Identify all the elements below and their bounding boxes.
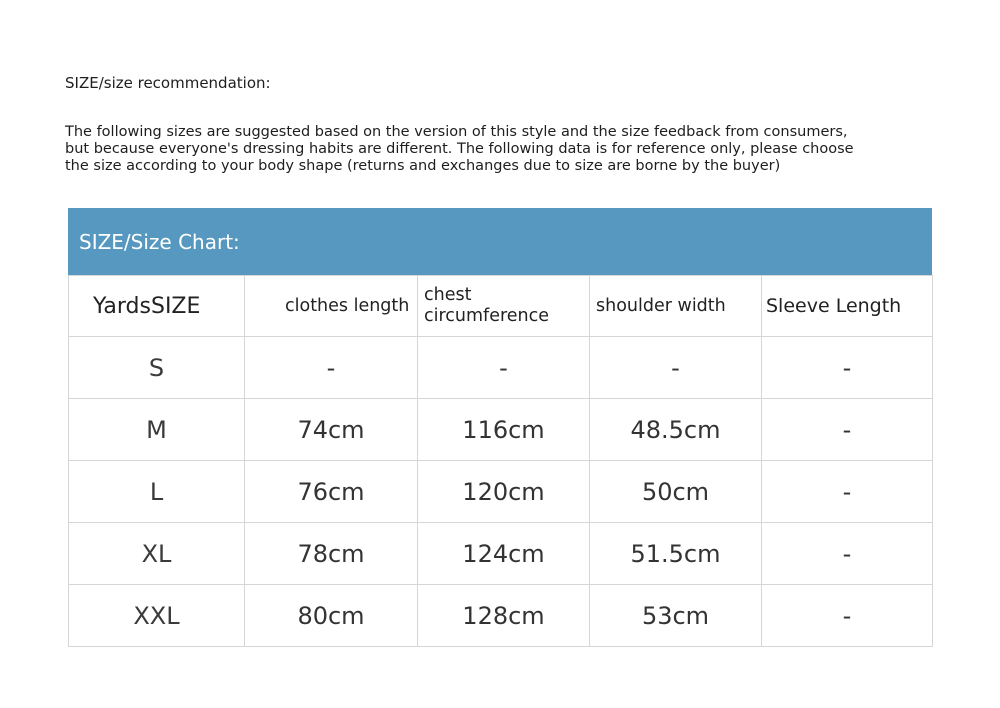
chest-cell: 128cm — [418, 585, 590, 647]
chest-cell: 124cm — [418, 523, 590, 585]
column-header-sleeve: Sleeve Length — [762, 276, 933, 337]
shoulder-cell: 53cm — [590, 585, 762, 647]
size-chart-title: SIZE/Size Chart: — [79, 229, 240, 254]
length-cell: 74cm — [245, 399, 418, 461]
size-cell: S — [69, 337, 245, 399]
intro-line: but because everyone's dressing habits are different. The following data is for reference only, please choose — [65, 141, 854, 157]
intro-line: the size according to your body shape (returns and exchanges due to size are borne by the buyer) — [65, 158, 781, 174]
sleeve-cell: - — [762, 585, 933, 647]
sleeve-cell: - — [762, 523, 933, 585]
length-cell: 76cm — [245, 461, 418, 523]
table-row — [69, 337, 933, 399]
shoulder-cell: - — [590, 337, 762, 399]
chest-cell: - — [418, 337, 590, 399]
table-row — [69, 461, 933, 523]
column-header-shoulder: shoulder width — [590, 276, 762, 337]
size-chart-header — [68, 208, 932, 275]
table-row — [69, 585, 933, 647]
sleeve-cell: - — [762, 337, 933, 399]
size-cell: M — [69, 399, 245, 461]
size-cell: XL — [69, 523, 245, 585]
chest-cell: 120cm — [418, 461, 590, 523]
size-recommendation-title: SIZE/size recommendation: — [65, 74, 271, 92]
size-cell: XXL — [69, 585, 245, 647]
intro-text — [65, 124, 945, 175]
table-row — [69, 399, 933, 461]
column-header-length: clothes length — [245, 276, 418, 337]
length-cell: - — [245, 337, 418, 399]
shoulder-cell: 48.5cm — [590, 399, 762, 461]
shoulder-cell: 50cm — [590, 461, 762, 523]
sleeve-cell: - — [762, 461, 933, 523]
sleeve-cell: - — [762, 399, 933, 461]
shoulder-cell: 51.5cm — [590, 523, 762, 585]
size-chart-table — [68, 275, 933, 647]
length-cell: 80cm — [245, 585, 418, 647]
table-row — [69, 523, 933, 585]
intro-line: The following sizes are suggested based on the version of this style and the size feedback from consumers, — [65, 124, 848, 140]
length-cell: 78cm — [245, 523, 418, 585]
column-header-chest: chest circumference — [418, 276, 590, 337]
size-cell: L — [69, 461, 245, 523]
table-header-row — [69, 276, 933, 337]
column-header-size: YardsSIZE — [69, 276, 245, 337]
chest-cell: 116cm — [418, 399, 590, 461]
